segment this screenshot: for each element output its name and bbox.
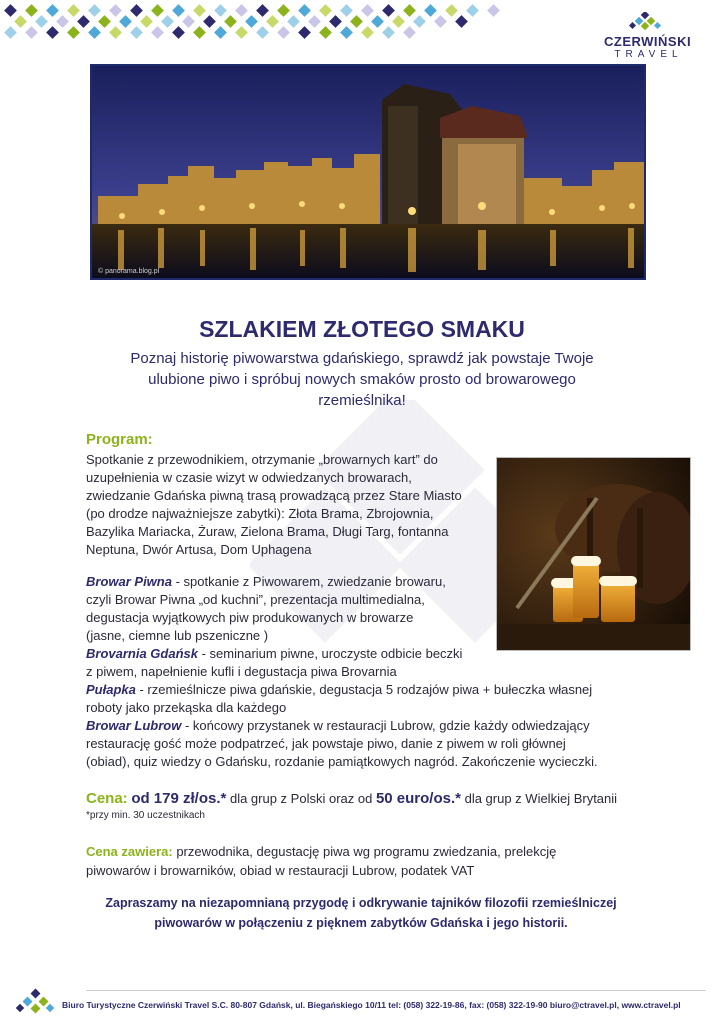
decorative-diamond [182,15,195,28]
brewery-name: Browar Piwna [86,574,172,589]
decorative-diamond [245,15,258,28]
decorative-diamond [382,26,395,39]
decorative-diamond [25,4,38,17]
page-subtitle [100,348,624,411]
decorative-diamond [172,26,185,39]
decorative-diamond [203,15,216,28]
decorative-diamond [235,26,248,39]
decorative-diamond [361,4,374,17]
beer-barrels-image [496,457,691,651]
decorative-diamond [46,26,59,39]
subtitle-line: rzemieślnika! [318,392,406,409]
decorative-diamond [392,15,405,28]
program-item-browar-lubrow [86,717,598,771]
program-intro-line: Spotkanie z przewodnikiem, otrzymanie „browarnych kart” do [86,452,438,467]
beer-glasses-illustration [497,458,690,650]
decorative-diamond [403,4,416,17]
program-item-line: (jasne, ciemne lub pszeniczne ) [86,628,269,643]
brewery-name: Brovarnia Gdańsk [86,646,198,661]
decorative-diamond [256,4,269,17]
brewery-desc: - seminarium piwne, uroczyste odbicie beczki [198,646,463,661]
program-item-line: (obiad), quiz wiedzy o Gdańsku, rozdanie pamiątkowych nagród. Zakończenie wycieczki. [86,754,598,769]
decorative-diamond [98,15,111,28]
includes-label: Cena zawiera: [86,844,173,859]
decorative-diamond [487,4,500,17]
decorative-diamond [319,26,332,39]
program-heading: Program: [86,431,153,448]
decorative-diamond [319,4,332,17]
decorative-diamond [224,15,237,28]
decorative-diamond [88,4,101,17]
includes-line [86,842,646,861]
program-intro-line: uzupełnienia w czasie wizyt w odwiedzanych browarach, [86,470,412,485]
decorative-diamond [172,4,185,17]
decorative-diamond [25,26,38,39]
brewery-name: Browar Lubrow [86,718,182,733]
decorative-diamond [256,26,269,39]
decorative-diamond [67,26,80,39]
decorative-diamond [193,4,206,17]
decorative-diamond [424,4,437,17]
decorative-diamond [67,4,80,17]
program-intro-line: Neptuna, Dwór Artusa, Dom Uphagena [86,542,312,557]
decorative-diamond [340,26,353,39]
footer-contact: Biuro Turystyczne Czerwiński Travel S.C. 80-807 Gdańsk, ul. Biegańskiego 10/11 tel: (058) 322-19-86, fax: (058) 322-19-90 biuro@ctravel.pl, www.ctravel.pl [62,1000,681,1010]
decorative-diamond [161,15,174,28]
decorative-diamond [46,4,59,17]
decorative-diamond [466,4,479,17]
decorative-diamond [403,26,416,39]
closing-line: piwowarów w połączeniu z pięknem zabytków Gdańska i jego historii. [154,916,568,930]
decorative-diamond [382,4,395,17]
brewery-name: Pułapka [86,682,136,697]
brewery-desc: - rzemieślnicze piwa gdańskie, degustacja 5 rodzajów piwa + bułeczka własnej [135,682,593,697]
page-title: SZLAKIEM ZŁOTEGO SMAKU [199,316,525,342]
includes-line: piwowarów i browarników, obiad w restauracji Lubrow, podatek VAT [86,863,475,878]
decorative-diamond [193,26,206,39]
decorative-diamond [266,15,279,28]
decorative-diamond [308,15,321,28]
decorative-diamond [298,26,311,39]
logo-name: CZERWIŃSKI [604,34,692,49]
hero-image-gdansk-crane [90,64,646,280]
includes-text: przewodnika, degustację piwa wg programu zwiedzania, prelekcję [172,844,557,859]
company-logo[interactable] [604,12,692,62]
program-item-line: z piwem, napełnienie kufli i degustacja piwa Brovarnia [86,664,397,679]
decorative-diamond [329,15,342,28]
program-intro [86,451,486,559]
closing-invitation [96,893,626,933]
decorative-diamond [56,15,69,28]
program-item-line: roboty jako przekąska dla każdego [86,700,287,715]
price-label: Cena: [86,790,128,807]
decorative-diamond [4,4,17,17]
program-intro-line: zwiedzanie Gdańska piwną trasą prowadzącą przez Stare Miasto [86,488,462,503]
decorative-diamond [151,4,164,17]
brewery-desc: - spotkanie z Piwowarem, zwiedzanie browaru, [171,574,446,589]
subtitle-line: ulubione piwo i spróbuj nowych smaków prosto od browarowego [148,371,576,388]
program-item-browar-piwna [86,573,446,645]
program-intro-line: (po drodze najważniejsze zabytki): Złota Brama, Zbrojownia, [86,506,434,521]
program-item-pulapka [86,681,592,717]
logo-subname: TRAVEL [614,49,683,60]
program-item-line [86,645,462,663]
decorative-diamond [140,15,153,28]
program-item-line [86,573,446,591]
price-note: *przy min. 30 uczestnikach [86,810,205,821]
decorative-diamond [340,4,353,17]
price-amount-uk: 50 euro/os.* [375,790,461,807]
decorative-diamond [235,4,248,17]
decorative-diamond [350,15,363,28]
decorative-diamond [214,4,227,17]
decorative-diamond [214,26,227,39]
decorative-diamond [287,15,300,28]
footer-logo-icon [16,988,56,1016]
price-line [86,790,617,807]
brewery-desc: - końcowy przystanek w restauracji Lubrow, gdzie każdy odwiedzający [181,718,590,733]
program-item-brovarnia [86,645,462,681]
program-item-line [86,717,598,735]
closing-line: Zapraszamy na niezapomnianą przygodę i odkrywanie tajników filozofii rzemieślniczej [105,896,617,910]
decorative-diamond [88,26,101,39]
footer-divider [86,990,706,991]
decorative-diamond [298,4,311,17]
subtitle-line: Poznaj historię piwowarstwa gdańskiego, sprawdź jak powstaje Twoje [130,350,594,367]
decorative-diamond [119,15,132,28]
image-credit: © panorama.blog.pl [98,268,160,275]
price-amount-pl: od 179 zł/os.* [131,790,227,807]
price-text-pl: dla grup z Polski oraz od [226,791,376,806]
decorative-diamond [109,26,122,39]
program-item-line: degustacja wyjątkowych piw produkowanych w browarze [86,610,414,625]
program-item-line: restaurację gość może podpatrzeć, jak powstaje piwo, danie z piwem w roli głównej [86,736,566,751]
decorative-diamond [277,4,290,17]
logo-diamonds-icon [629,12,663,30]
decorative-diamond [130,4,143,17]
night-city-illustration [92,66,644,278]
program-item-line: czyli Browar Piwna „od kuchni”, prezentacja multimedialna, [86,592,425,607]
decorative-diamond [361,26,374,39]
decorative-diamond [151,26,164,39]
decorative-diamond [434,15,447,28]
program-item-line [86,681,592,699]
price-text-uk: dla grup z Wielkiej Brytanii [460,791,618,806]
program-intro-line: Bazylika Mariacka, Żuraw, Zielona Brama, Długi Targ, fontanna [86,524,449,539]
decorative-diamond [455,15,468,28]
decorative-diamond-band [0,0,520,40]
decorative-diamond [109,4,122,17]
decorative-diamond [4,26,17,39]
decorative-diamond [130,26,143,39]
decorative-diamond [35,15,48,28]
decorative-diamond [14,15,27,28]
decorative-diamond [371,15,384,28]
decorative-diamond [445,4,458,17]
decorative-diamond [77,15,90,28]
decorative-diamond [413,15,426,28]
price-includes [86,842,646,880]
decorative-diamond [277,26,290,39]
